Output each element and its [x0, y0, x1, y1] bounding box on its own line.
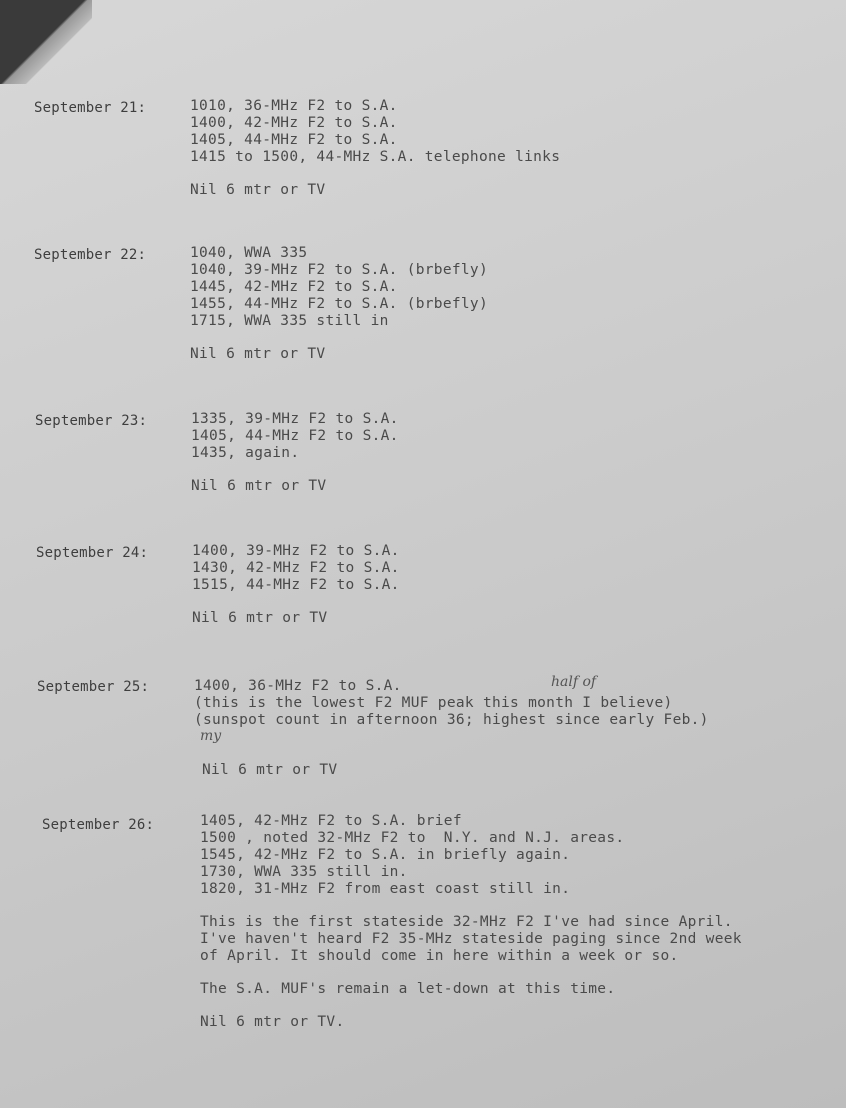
entry-date: September 24: — [36, 545, 149, 561]
entry-note: The S.A. MUF's remain a let-down at this time. — [200, 981, 616, 997]
entry-date: September 21: — [34, 100, 147, 116]
log-line: 1435, again. — [191, 445, 300, 461]
paragraph-line: I've haven't heard F2 35-MHz stateside paging since 2nd week — [200, 931, 742, 947]
log-line: 1040, 39-MHz F2 to S.A. (brbefly) — [190, 262, 488, 278]
entry-date: September 23: — [35, 413, 148, 429]
log-line: 1820, 31-MHz F2 from east coast still in. — [200, 881, 571, 897]
entry-date: September 25: — [37, 679, 150, 695]
entry-footer: Nil 6 mtr or TV — [191, 478, 327, 494]
entry-footer: Nil 6 mtr or TV — [190, 346, 326, 362]
log-line: 1405, 44-MHz F2 to S.A. — [191, 428, 399, 444]
log-line: 1500 , noted 32-MHz F2 to N.Y. and N.J. areas. — [200, 830, 625, 846]
log-line: 1715, WWA 335 still in — [190, 313, 389, 329]
log-line: 1010, 36-MHz F2 to S.A. — [190, 98, 398, 114]
log-line: 1040, WWA 335 — [190, 245, 308, 261]
log-line: 1455, 44-MHz F2 to S.A. (brbefly) — [190, 296, 488, 312]
paragraph-line: This is the first stateside 32-MHz F2 I've had since April. — [200, 914, 733, 930]
log-line: (sunspot count in afternoon 36; highest since early Feb.) — [194, 712, 709, 728]
log-line: 1445, 42-MHz F2 to S.A. — [190, 279, 398, 295]
log-line: 1405, 44-MHz F2 to S.A. — [190, 132, 398, 148]
log-line: 1400, 39-MHz F2 to S.A. — [192, 543, 400, 559]
log-line: 1730, WWA 335 still in. — [200, 864, 408, 880]
log-line: 1400, 42-MHz F2 to S.A. — [190, 115, 398, 131]
log-line: 1545, 42-MHz F2 to S.A. in briefly again. — [200, 847, 571, 863]
log-line: 1415 to 1500, 44-MHz S.A. telephone links — [190, 149, 561, 165]
entry-footer: Nil 6 mtr or TV — [202, 762, 338, 778]
log-line: 1400, 36-MHz F2 to S.A. — [194, 678, 402, 694]
entry-date: September 26: — [42, 817, 155, 833]
log-line: 1515, 44-MHz F2 to S.A. — [192, 577, 400, 593]
handwritten-note-half-of: half of — [551, 674, 597, 690]
entry-footer: Nil 6 mtr or TV — [192, 610, 328, 626]
folded-corner — [0, 0, 92, 84]
log-line: (this is the lowest F2 MUF peak this month I believe) — [194, 695, 673, 711]
entry-footer: Nil 6 mtr or TV — [190, 182, 326, 198]
log-line: 1405, 42-MHz F2 to S.A. brief — [200, 813, 462, 829]
log-line: 1430, 42-MHz F2 to S.A. — [192, 560, 400, 576]
entry-date: September 22: — [34, 247, 147, 263]
paragraph-line: of April. It should come in here within a week or so. — [200, 948, 679, 964]
log-line: 1335, 39-MHz F2 to S.A. — [191, 411, 399, 427]
handwritten-note-my: my — [200, 728, 222, 744]
entry-footer: Nil 6 mtr or TV. — [200, 1014, 345, 1030]
